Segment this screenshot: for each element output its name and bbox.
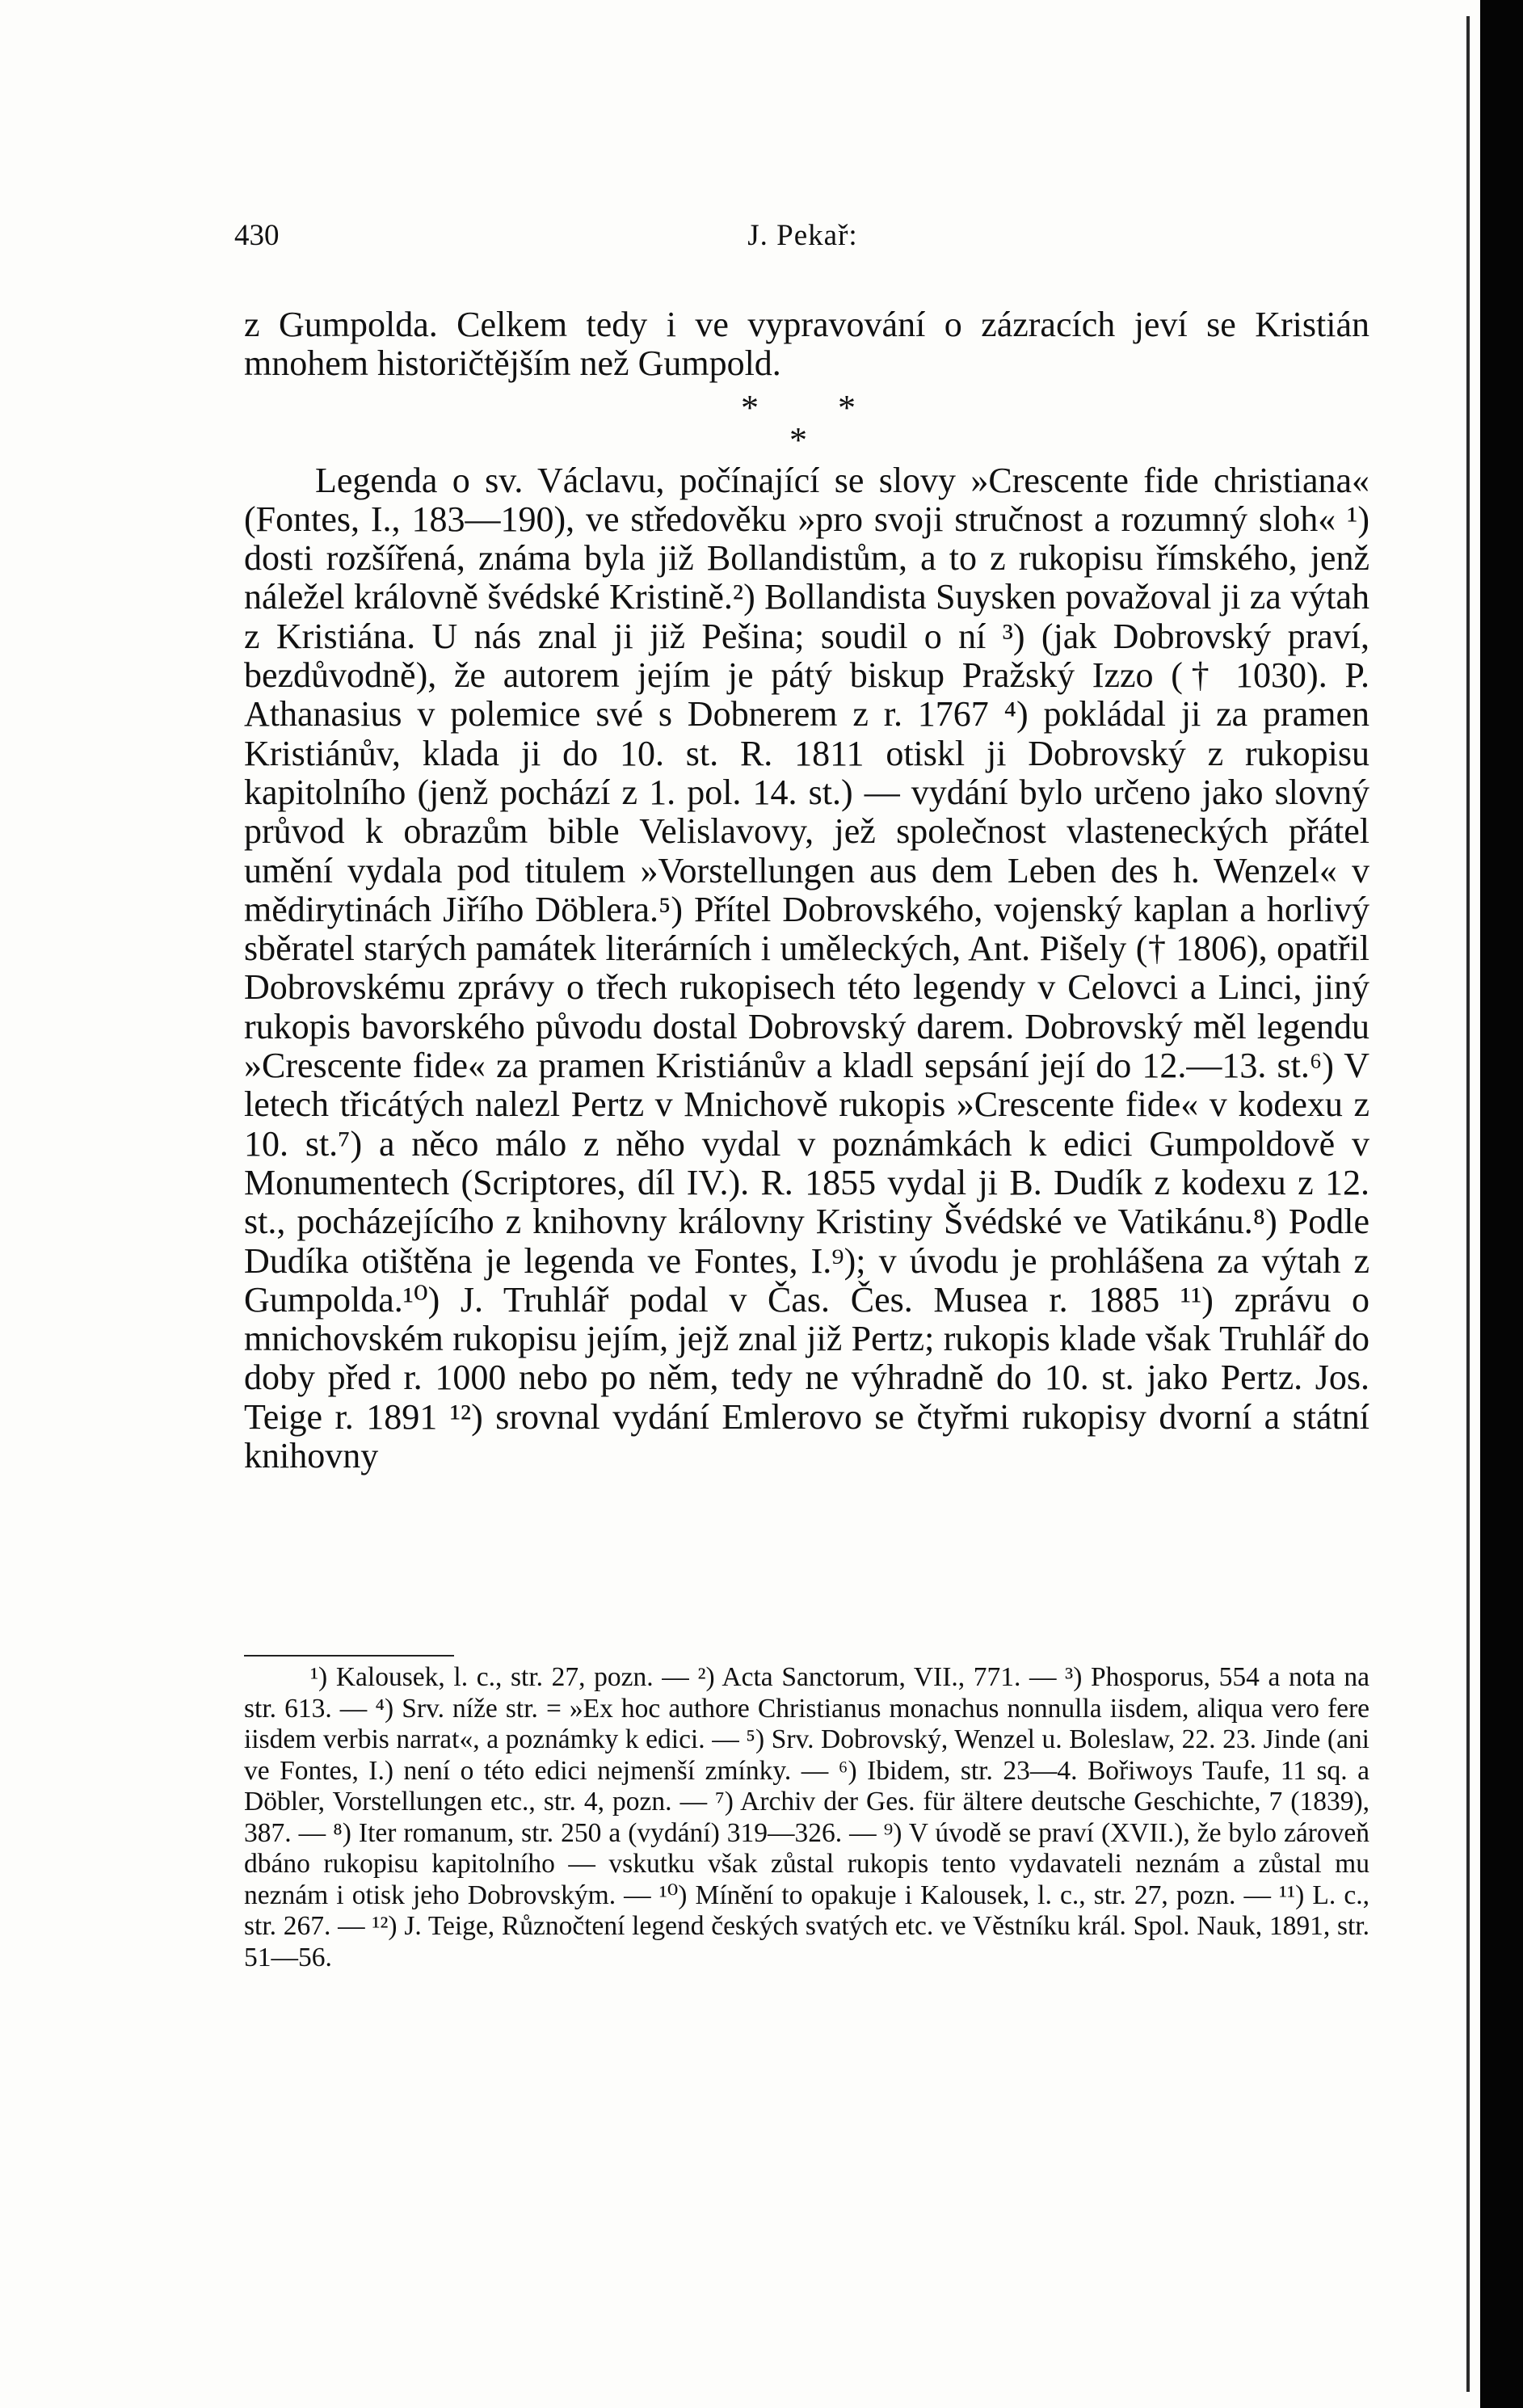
asterisk-mark: * xyxy=(789,419,807,460)
footnote-text: ¹) Kalousek, l. c., str. 27, pozn. — ²) Acta Sanctorum, VII., 771. — ³) Phosporus, 554 a nota na str. 613. — ⁴) Srv. níže str. = »Ex hoc authore Christianus monachus nonnulla iisdem, aliqua vero fere iisdem verbis narrat«, a poznámky k edici. — ⁵) Srv. Dobrovský, Wenzel u. Boleslaw, 22. 23. Jinde (ani ve Fontes, I.) není o této edici nejmenší zmínky. — ⁶) Ibidem, str. 23—4. Bořiwoys Taufe, 11 sq. a Döbler, Vorstellungen etc., str. 4, pozn. — ⁷) Archiv der Ges. für ältere deutsche Geschichte, 7 (1839), 387. — ⁸) Iter romanum, str. 250 a (vydání) 319—326. — ⁹) V úvodě se praví (XVII.), že bylo zároveň dbáno rukopisu kapitolního — vskutku však zůstal rukopis tento vydavateli neznám a zůstal mu neznám i otisk jeho Dobrovským. — ¹⁰) Mínění to opakuje i Kalousek, l. c., str. 27, pozn. — ¹¹) L. c., str. 267. — ¹²) J. Teige, Různočtení legend českých svatých etc. ve Věstníku král. Spol. Nauk, 1891, str. 51—56. xyxy=(244,1662,1369,1972)
paragraph: Legenda o sv. Václavu, počínající se slovy »Crescente fide christiana« (Fontes, I., 183—190), ve středověku »pro svoji stručnost a rozumný sloh« ¹) dosti rozšířená, známa byla již Bollandistům, a to z rukopisu římského, jenž náležel královně švédské Kristině.²) Bollandista Suysken považoval ji za výtah z Kristiána. U nás znal ji již Pešina; soudil o ní ³) (jak Dobrovský praví, bezdůvodně), že autorem jejím je pátý biskup Pražský Izzo († 1030). P. Athanasius v polemice své s Dobnerem z r. 1767 ⁴) pokládal ji za pramen Kristiánův, klada ji do 10. st. R. 1811 otiskl ji Dobrovský z rukopisu kapitolního (jenž pochází z 1. pol. 14. st.) — vydání bylo určeno jako slovný průvod k obrazům bible Velislavovy, jež společnost vlasteneckých přátel umění vydala pod titulem »Vorstellungen aus dem Leben des h. Wenzel« v mědirytinách Jiřího Döblera.⁵) Přítel Dobrovského, vojenský kaplan a horlivý sběratel starých památek literárních i uměleckých, Ant. Pišely († 1806), opatřil Dobrovskému zprávy o třech rukopisech této legendy v Celovci a Linci, jiný rukopis bavorského původu dostal Dobrovský darem. Dobrovský měl legendu »Crescente fide« za pramen Kristiánův a kladl sepsání její do 12.—13. st.⁶) V letech třicátých nalezl Pertz v Mnichově rukopis »Crescente fide« v kodexu z 10. st.⁷) a něco málo z něho vydal v poznámkách k edici Gumpoldově v Monumentech (Scriptores, díl IV.). R. 1855 vydal ji B. Dudík z kodexu z 12. st., pocházejícího z knihovny královny Kristiny Švédské ve Vatikánu.⁸) Podle Dudíka otištěna je legenda ve Fontes, I.⁹); v úvodu je prohlášena za výtah z Gumpolda.¹⁰) J. Truhlář podal v Čas. Čes. Musea r. 1885 ¹¹) zprávu o mnichovském rukopisu jejím, jejž znal již Pertz; rukopis klade však Truhlář do doby před r. 1000 nebo po něm, tedy ne výhradně do 10. st. jako Pertz. Jos. Teige r. 1891 ¹²) srovnal vydání Emlerovo se čtyřmi rukopisy dvorní a státní knihovny xyxy=(244,460,1369,1476)
asterisk-mark: * xyxy=(741,387,759,427)
page-header xyxy=(234,218,1371,259)
scan-shadow-line xyxy=(1466,16,1470,2392)
main-text xyxy=(244,305,1369,1476)
scan-border xyxy=(1480,0,1523,2408)
footnotes xyxy=(244,1662,1369,1973)
paragraph: z Gumpolda. Celkem tedy i ve vypravování o zázracích jeví se Kristián mnohem historičtějším než Gumpold. xyxy=(244,305,1369,384)
page-number: 430 xyxy=(234,219,280,252)
asterisk-mark: * xyxy=(838,387,856,427)
section-divider-asterism xyxy=(244,384,1369,461)
running-head: J. Pekař: xyxy=(747,219,858,252)
footnote-separator xyxy=(244,1655,454,1657)
